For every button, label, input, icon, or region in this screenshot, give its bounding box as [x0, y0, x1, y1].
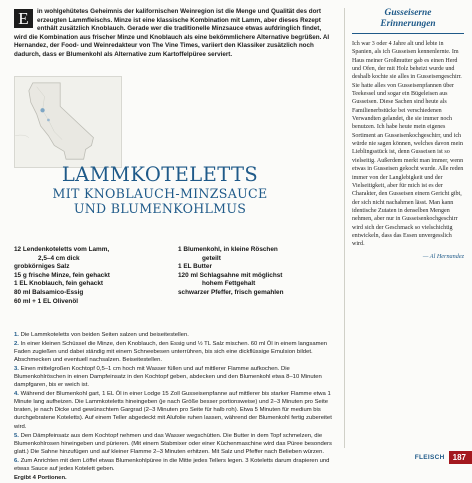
ingredient-item: 1 Blumenkohl, in kleine Röschen [178, 246, 278, 253]
page-number: 187 [449, 451, 472, 464]
sidebar-title-line-2: Erinnerungen [380, 19, 436, 29]
intro-text: in wohlgehütetes Geheimnis der kalifornischen Weinregion ist die Menge und Qualität des dort erzeugten Lammfleischs. Minze ist eine klassische Kombination mit Lamm, aber dieses Rezept enthält zusätzlich Knoblauch. Gerade wer die traditionelle Minzsauce etwas aufdringlich findet, wird die Kombination aus frischer Minze und Knoblauch als eine bekömmlichere Alternative begrüßen. Al Hernandez, der Food- und Weinredakteur von The Vine Times, variiert den Klassiker zusätzlich noch dadurch, dass er Blumenkohl als Alternative zum Kartoffelpüree serviert. [14, 8, 330, 58]
step-number: 5. [14, 432, 19, 439]
ingredient-item: 1 EL Knoblauch, fein gehackt [14, 280, 104, 288]
step [14, 390, 334, 430]
step-text: Zum Anrichten mit dem Löffel etwas Blumenkohlpüree in die Mitte jedes Tellers legen. 3 Koteletts darum drapieren und etwas Sauce auf jedes Kotelett geben. [14, 457, 330, 472]
ingredient-item: schwarzer Pfeffer, frisch gemahlen [178, 288, 284, 296]
ingredient-item: 60 ml + 1 EL Olivenöl [14, 297, 78, 305]
step-text: Den Dämpfeinsatz aus dem Kochtopf nehmen und das Wasser wegschütten. Die Butter in dem Topf schmelzen, die Blumenkohlrosen hineingeben und pürieren. (Mit einem Stabmixer oder einer Küchenmaschine wird das Püree besonders glatt.) Die Sahne hinzufügen und auf kleiner Flamme 2–3 Minuten erhitzen. Mit Salz und Pfeffer nach Belieben würzen. [14, 432, 332, 455]
page-footer [415, 451, 472, 464]
ingredient-item: 12 Lendenkoteletts vom Lamm, [14, 246, 110, 253]
drop-cap: E [14, 9, 33, 28]
step-number: 2. [14, 341, 19, 348]
step [14, 331, 334, 339]
recipe-title-sub-2: UND BLUMENKOHLMUS [73, 201, 247, 216]
ingredient-item: 120 ml Schlagsahne mit möglichst [178, 271, 283, 279]
step-text: Während der Blumenkohl gart, 1 EL Öl in einer Lodge 15 Zoll Gusseisenpfanne auf mittlerer bis starker Flamme etwa 1 Minute lang aufheizen. Die Lammkoteletts hineingeben (je nach Größe besser portionsweise) und 2–3 Minuten pro Seite braten, je nach Dicke und gewünschtem Gargrad (2–3 Minuten pro Seite für halb roh). Etwa 5 Minuten für medium bis durchgebratene Koteletts). Auf einem Teller abgedeckt mit Alufolie ruhen lassen, während der Blumenkohl fertig zubereitet wird. [14, 391, 332, 430]
step [14, 432, 334, 456]
instructions [14, 331, 334, 483]
ingredient-item: 1 EL Butter [178, 263, 212, 271]
recipe-title-sub-1: MIT KNOBLAUCH-MINZSAUCE [52, 186, 268, 201]
ingredient-item: grobkörniges Salz [14, 263, 70, 271]
recipe-title-main: LAMMKOTELETTS [61, 163, 259, 186]
ingredient-item: 2,5–4 cm dick [38, 254, 80, 262]
step-number: 3. [14, 366, 19, 373]
step-text: Einen mittelgroßen Kochtopf 0,5–1 cm hoch mit Wasser füllen und auf mittlerer Flamme aufkochen. Die Blumenkohlröschen in einen Dampfeinsatz in den Kochtopf geben, abdecken und den Blumenkohl etwa 8–10 Minuten dampfgaren, bis er weich ist. [14, 366, 322, 389]
ingredients-column-right [178, 246, 334, 306]
step-number: 4. [14, 391, 19, 398]
sidebar-author: — Al Hernandez [422, 252, 464, 260]
step-number: 1. [14, 332, 19, 338]
ingredient-item: hohem Fettgehalt [202, 280, 256, 288]
ingredients-column-left [14, 246, 170, 306]
step [14, 340, 334, 364]
step [14, 457, 334, 473]
ingredients-list [14, 246, 334, 306]
section-name: FLEISCH [414, 454, 445, 461]
california-map-illustration [14, 76, 122, 168]
step [14, 365, 334, 389]
servings: Ergibt 4 Portionen. [14, 474, 67, 481]
step-text: In einer kleinen Schüssel die Minze, den Knoblauch, den Essig und ½ TL Salz mischen. 60 ml Öl in einem langsamen Faden zugießen und dabei ständig mit einem Schneebesen unterrühren, bis sich eine dickflüssige Emulsion bildet. Abschmecken und eventuell nachsalzen. Beiseitestellen. [14, 341, 328, 364]
step-text: Die Lammkoteletts von beiden Seiten salzen und beiseitestellen. [20, 332, 189, 338]
main-column [14, 8, 334, 100]
sidebar-title [352, 8, 464, 30]
ingredient-item: 15 g frische Minze, fein gehackt [14, 271, 110, 279]
sidebar-text: Ich war 3 oder 4 Jahre alt und lebte in Spanien, als ich Gusseisen kennenlernte. Im Haus meiner Großmutter gab es einen Herd und Ofen, der mit Holz beheizt wurde und deshalb kochte sie alles in Gusseisengeschirr. Sie hatte alles von Gusseisenpfannen über Teekessel und sogar ein Bügeleisen aus Gusseisen. Diese Sachen sind heute als Familienerbstücke bei verschiedenen Verwandten gelandet, die sie immer noch benutzen. Ich habe heute mein eigenes Sortiment an Gusseisenkochgeschirr, und ich würde nie sagen können, welches davon mein Lieblingsstück ist, denn Gusseisen ist so vielseitig. Außerdem merkt man immer, wenn etwas in Gusseisen gekocht wurde. Alle reden immer von der Langlebigkeit und der Vielseitigkeit, aber für mich ist es der Charakter, den Gusseisen einem Gericht gibt, der sich nicht nachahmen lässt. Man kann identische Zutaten in denselben Mengen nehmen, aber nur in Gusseisenkochgeschirr wird sich der Geschmack so vielschichtig entwickeln, dass das Essen unvergesslich wird. [352, 41, 464, 248]
sidebar-rule [352, 33, 464, 34]
step-number: 6. [14, 457, 19, 464]
ingredient-item: geteilt [202, 254, 221, 262]
column-divider [344, 8, 345, 448]
recipe-title [0, 164, 320, 216]
map-icon [15, 77, 121, 167]
sidebar-title-line-1: Gusseiserne [384, 8, 432, 18]
sidebar [352, 8, 464, 260]
ingredient-item: 80 ml Balsamico-Essig [14, 288, 84, 296]
